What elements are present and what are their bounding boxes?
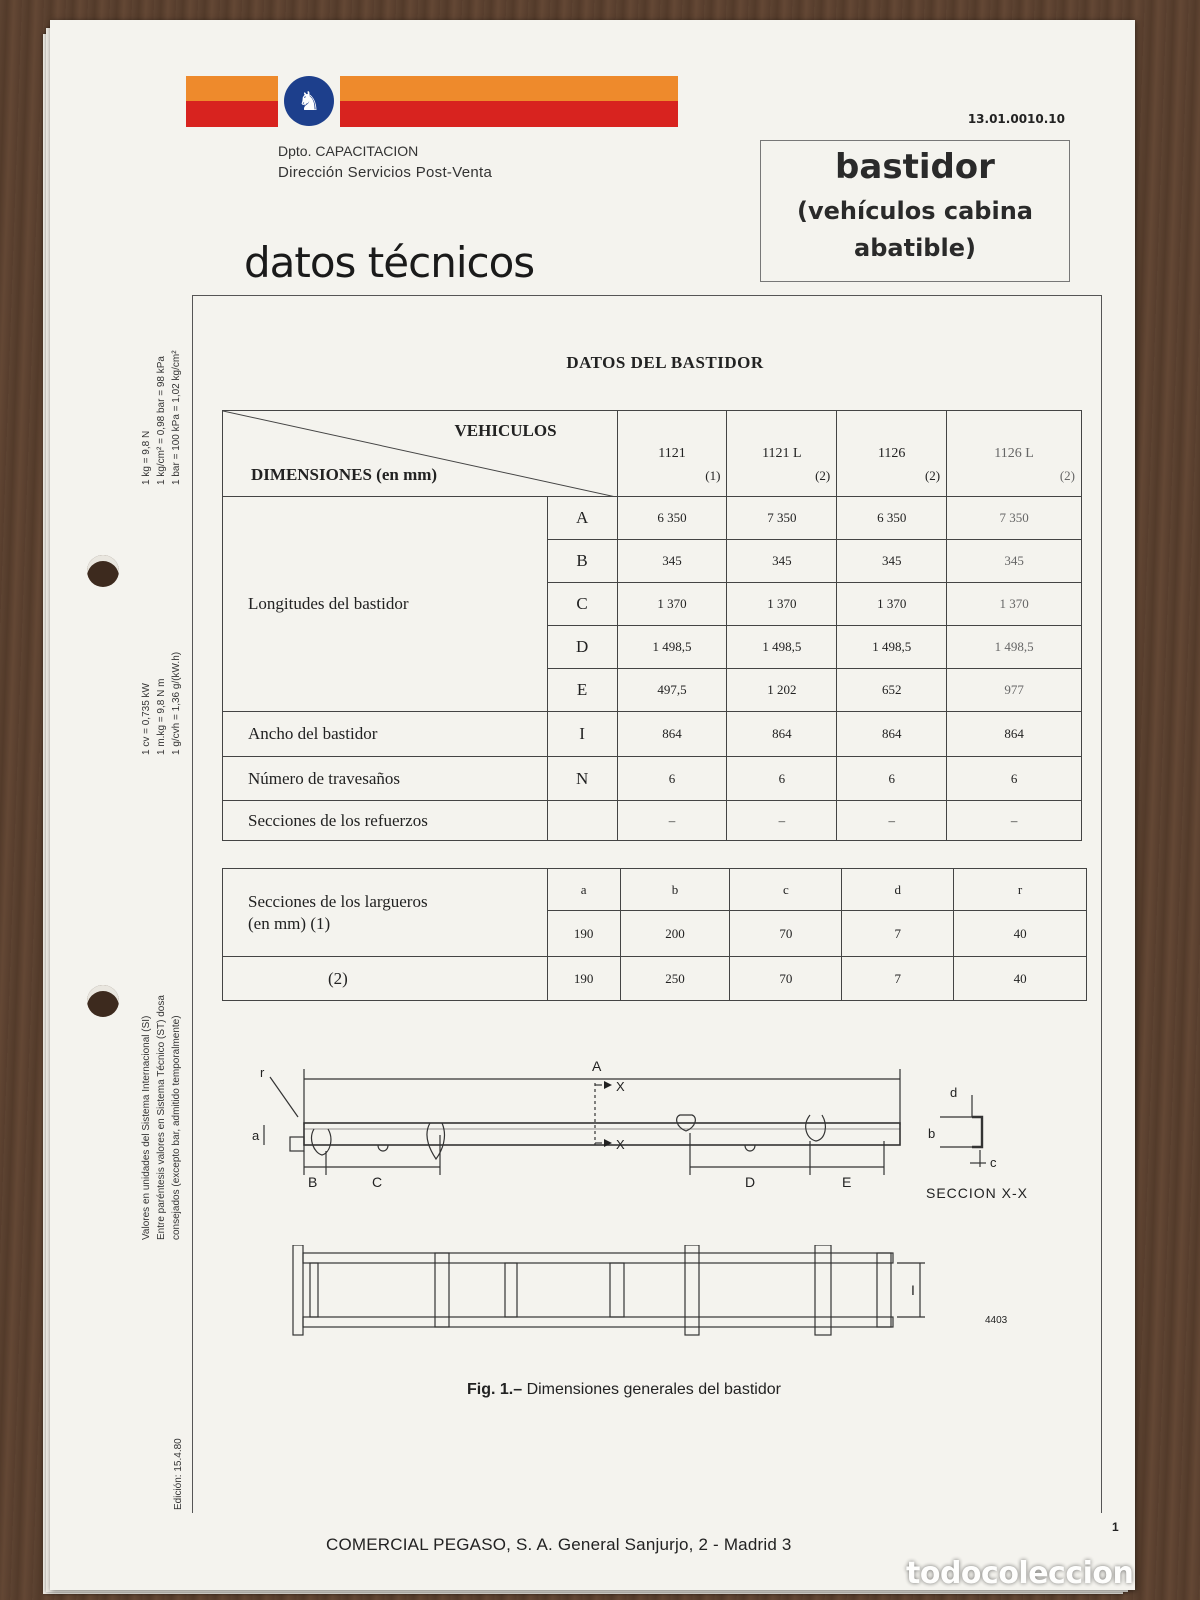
value-cell: 652: [837, 669, 947, 712]
value-cell: 190: [547, 957, 620, 1001]
table-row: [223, 957, 1087, 1001]
title-line-3: abatible): [854, 234, 976, 262]
spar-label-line-3: (2): [223, 957, 548, 1001]
value-cell: 7: [842, 957, 954, 1001]
table-title: DATOS DEL BASTIDOR: [566, 353, 764, 372]
vehicle-note: (2): [1059, 467, 1075, 483]
label-a-small: a: [252, 1128, 260, 1143]
vehicle-note: (2): [815, 467, 831, 483]
label-a: A: [592, 1058, 602, 1074]
value-cell: 864: [727, 712, 837, 757]
column-header: c: [730, 869, 842, 911]
value-cell: 345: [727, 540, 837, 583]
label-b-small: b: [928, 1126, 936, 1141]
vehicle-name: 1121 L: [762, 445, 802, 461]
value-cell: 1 370: [617, 583, 727, 626]
crossmember: [815, 1245, 831, 1335]
row-label: Número de travesaños: [223, 757, 548, 801]
punch-hole: [87, 555, 119, 587]
spar-label: [223, 869, 548, 957]
value-cell: 1 370: [727, 583, 837, 626]
title-line-2: (vehículos cabina: [797, 197, 1033, 225]
vehicle-name: 1126 L: [994, 445, 1034, 461]
figure-caption: [467, 1381, 887, 1399]
label-i: I: [911, 1282, 915, 1298]
value-cell: 6 350: [837, 497, 947, 540]
table-row: [223, 801, 1082, 841]
group-label: Longitudes del bastidor: [223, 497, 548, 712]
unit-note-pressure-1: 1 kg = 9,8 N: [141, 430, 152, 485]
value-cell: 200: [620, 911, 730, 957]
label-r: r: [260, 1065, 265, 1080]
value-cell: –: [617, 801, 727, 841]
value-cell: 864: [947, 712, 1082, 757]
title-box: [760, 140, 1070, 282]
direction: Dirección Servicios Post-Venta: [278, 164, 493, 181]
value-cell: 345: [617, 540, 727, 583]
pegaso-horse-icon: ♞: [284, 76, 334, 126]
section-profile: [940, 1095, 986, 1167]
unit-note-power-1: 1 cv = 0,735 kW: [141, 683, 152, 755]
left-rail: [303, 1253, 893, 1263]
crossmember: [435, 1253, 449, 1327]
frame-plan-view: [285, 1245, 1055, 1350]
value-cell: 7 350: [727, 497, 837, 540]
label-x-bottom: X: [616, 1137, 625, 1152]
value-cell: 1 498,5: [837, 626, 947, 669]
spar-sections-table: [222, 868, 1087, 1001]
logo: [278, 70, 340, 132]
value-cell: 1 498,5: [947, 626, 1082, 669]
section-heading: datos técnicos: [244, 238, 535, 287]
right-rail: [303, 1317, 893, 1327]
row-label: Secciones de los refuerzos: [223, 801, 548, 841]
unit-note-power-3: 1 g/cvh = 1,36 g/(kW.h): [171, 651, 182, 755]
table-row: [223, 497, 1082, 540]
watermark: todocoleccion: [906, 1556, 1134, 1591]
unit-note-pressure-3: 1 bar = 100 kPa = 1,02 kg/cm²: [171, 350, 182, 485]
dimension-letter: D: [547, 626, 617, 669]
value-cell: 6: [837, 757, 947, 801]
table-header-row: [223, 411, 1082, 497]
vehicle-header: [727, 411, 837, 497]
value-cell: 497,5: [617, 669, 727, 712]
value-cell: 1 498,5: [727, 626, 837, 669]
crossmember: [610, 1263, 624, 1317]
value-cell: –: [727, 801, 837, 841]
header-vehicles: VEHICULOS: [454, 421, 557, 440]
dimension-letter: E: [547, 669, 617, 712]
hanger: [745, 1145, 755, 1151]
value-cell: 70: [730, 957, 842, 1001]
hanger: [378, 1145, 388, 1151]
vehicle-header: [617, 411, 727, 497]
value-cell: 1 370: [947, 583, 1082, 626]
value-cell: 250: [620, 957, 730, 1001]
value-cell: –: [837, 801, 947, 841]
crossmember: [505, 1263, 517, 1317]
vehicle-name: 1126: [877, 445, 906, 461]
label-x-top: X: [616, 1079, 625, 1094]
table-row: [223, 869, 1087, 911]
spar-label-line-2: (en mm) (1): [248, 913, 331, 933]
dimension-letter: I: [547, 712, 617, 757]
drawing-number: 4403: [985, 1315, 1008, 1326]
hanger: [427, 1123, 445, 1159]
value-cell: 6: [947, 757, 1082, 801]
brand-band-orange: [186, 76, 678, 101]
value-cell: 977: [947, 669, 1082, 712]
header-diagonal-cell: [223, 411, 618, 497]
section-label: SECCION X-X: [926, 1185, 1029, 1201]
unit-note-power-2: 1 m.kg = 9,8 N m: [156, 678, 167, 755]
punch-hole: [87, 985, 119, 1017]
label-e: E: [842, 1174, 852, 1190]
value-cell: 6: [617, 757, 727, 801]
department: Dpto. CAPACITACION: [278, 143, 419, 159]
value-cell: 40: [954, 911, 1087, 957]
value-cell: 345: [837, 540, 947, 583]
caption-text: Dimensiones generales del bastidor: [522, 1381, 781, 1398]
table-row: [223, 712, 1082, 757]
table-row: [223, 757, 1082, 801]
si-note-2: Entre paréntesis valores en Sistema Técnico (ST) dosa: [156, 995, 167, 1240]
footer-company: COMERCIAL PEGASO, S. A. General Sanjurjo, 2 - Madrid 3: [326, 1535, 792, 1554]
vehicle-header: [947, 411, 1082, 497]
value-cell: 7: [842, 911, 954, 957]
header-dimensions: DIMENSIONES (en mm): [251, 465, 438, 484]
value-cell: 1 202: [727, 669, 837, 712]
column-header: a: [547, 869, 620, 911]
section-arrow-icon: [604, 1081, 612, 1089]
label-d-small: d: [950, 1085, 958, 1100]
label-c: C: [372, 1174, 383, 1190]
frame-data-table: [222, 410, 1082, 841]
value-cell: 6: [727, 757, 837, 801]
crossmember: [685, 1245, 699, 1335]
section-arrow-icon: [604, 1139, 612, 1147]
si-note-3: consejados (excepto bar, admitido temporalmente): [171, 1015, 182, 1240]
si-note-1: Valores en unidades del Sistema Internacional (SI): [141, 1015, 152, 1240]
spar-label-line-1: Secciones de los largueros: [248, 891, 428, 911]
caption-label: Fig. 1.–: [467, 1381, 523, 1398]
front-crossmember: [293, 1245, 303, 1335]
value-cell: 1 370: [837, 583, 947, 626]
column-header: d: [842, 869, 954, 911]
hanger: [312, 1129, 331, 1155]
frame-top-rule: [192, 295, 1102, 296]
value-cell: –: [947, 801, 1082, 841]
dimension-letter: [547, 801, 617, 841]
column-header: b: [620, 869, 730, 911]
value-cell: 1 498,5: [617, 626, 727, 669]
value-cell: 70: [730, 911, 842, 957]
frame-side-view: [250, 1055, 1060, 1210]
brand-band-red: [186, 101, 678, 127]
dimension-letter: C: [547, 583, 617, 626]
column-header: r: [954, 869, 1087, 911]
dimension-letter: B: [547, 540, 617, 583]
unit-note-pressure-2: 1 kg/cm² = 0,98 bar = 98 kPa: [156, 356, 167, 485]
frame-right-rule: [1101, 295, 1102, 1513]
front-bracket: [290, 1137, 304, 1151]
title-line-1: bastidor: [835, 147, 995, 187]
value-cell: 345: [947, 540, 1082, 583]
value-cell: 864: [617, 712, 727, 757]
frame-left-rule: [192, 295, 193, 1513]
row-label: Ancho del bastidor: [223, 712, 548, 757]
vehicle-note: (1): [705, 467, 721, 483]
page-number: 1: [1112, 1520, 1119, 1534]
label-b: B: [308, 1174, 318, 1190]
vehicle-header: [837, 411, 947, 497]
vehicle-name: 1121: [658, 445, 686, 461]
dimension-letter: N: [547, 757, 617, 801]
rear-crossmember: [877, 1253, 891, 1327]
document-code: 13.01.0010.10: [967, 112, 1065, 126]
value-cell: 864: [837, 712, 947, 757]
hanger: [806, 1115, 826, 1141]
value-cell: 6 350: [617, 497, 727, 540]
dimension-letter: A: [547, 497, 617, 540]
label-d: D: [745, 1174, 756, 1190]
value-cell: 190: [547, 911, 620, 957]
edition: Edición: 15.4.80: [173, 1438, 184, 1510]
value-cell: 7 350: [947, 497, 1082, 540]
vehicle-note: (2): [924, 467, 941, 483]
label-c-small: c: [990, 1155, 997, 1170]
value-cell: 40: [954, 957, 1087, 1001]
